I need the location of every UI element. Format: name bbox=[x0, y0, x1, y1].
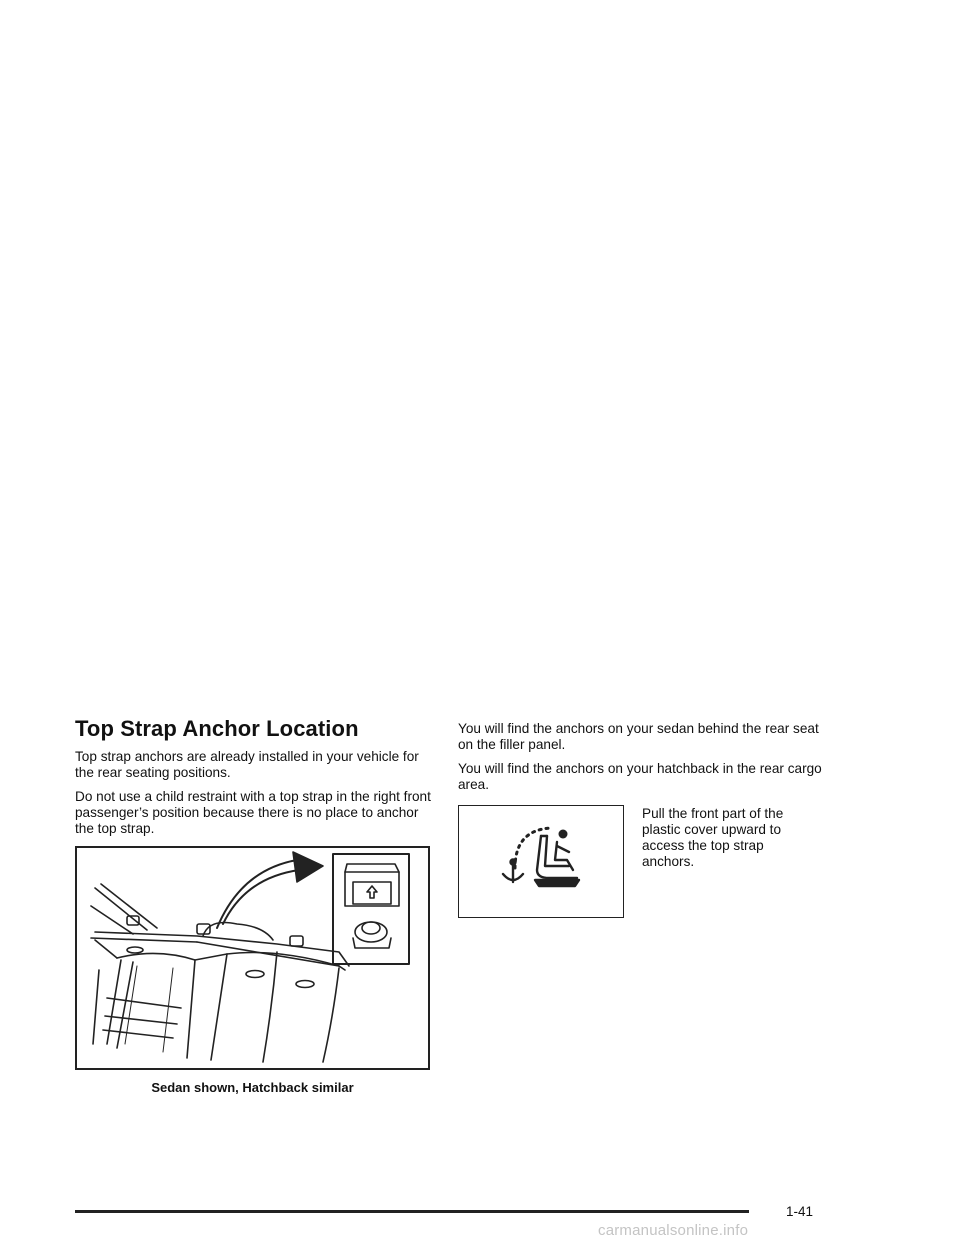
paragraph-anchors-installed: Top strap anchors are already installed in your vehicle for the rear seating positions. bbox=[75, 749, 419, 780]
page-number: 1-41 bbox=[786, 1204, 814, 1219]
left-column bbox=[75, 749, 435, 845]
paragraph-hatchback-anchor-location: You will find the anchors on your hatchback in the rear cargo area. bbox=[458, 761, 822, 792]
rear-seat-top-strap-anchor-illustration bbox=[75, 846, 430, 1070]
paragraph-sedan-anchor-location: You will find the anchors on your sedan behind the rear seat on the filler panel. bbox=[458, 721, 819, 752]
footer-rule bbox=[75, 1210, 749, 1213]
watermark: carmanualsonline.info bbox=[598, 1222, 749, 1239]
paragraph-front-passenger-warning: Do not use a child restraint with a top strap in the right front passenger’s position because there is no place to anchor the top strap. bbox=[75, 789, 431, 836]
figure-caption: Sedan shown, Hatchback similar bbox=[151, 1080, 354, 1095]
right-column bbox=[458, 721, 828, 801]
section-title: Top Strap Anchor Location bbox=[75, 716, 359, 741]
child-seat-top-tether-anchor-icon bbox=[458, 805, 624, 918]
icon-instruction-text: Pull the front part of the plastic cover upward to access the top strap anchors. bbox=[642, 806, 784, 869]
